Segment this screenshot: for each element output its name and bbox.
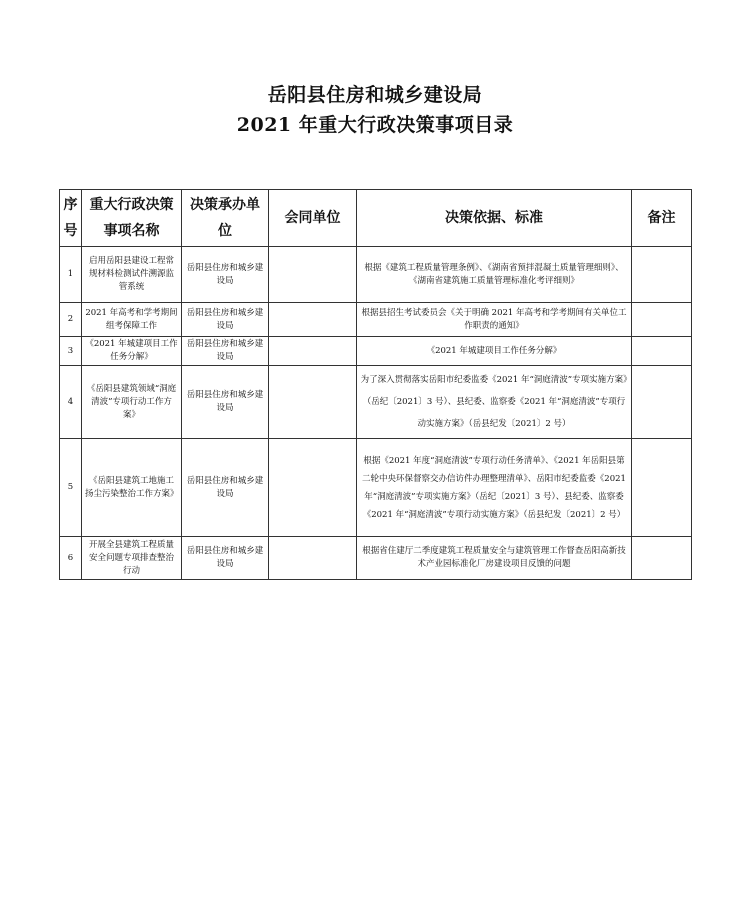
cell-seq: 5 xyxy=(60,439,82,537)
cell-note xyxy=(632,439,692,537)
document-title xyxy=(0,80,750,140)
cell-co-unit xyxy=(269,337,357,366)
cell-note xyxy=(632,337,692,366)
cell-unit: 岳阳县住房和城乡建设局 xyxy=(182,337,269,366)
table-row xyxy=(60,337,692,366)
cell-unit: 岳阳县住房和城乡建设局 xyxy=(182,439,269,537)
cell-basis: 《2021 年城建项目工作任务分解》 xyxy=(357,337,632,366)
cell-seq: 1 xyxy=(60,247,82,303)
cell-unit: 岳阳县住房和城乡建设局 xyxy=(182,366,269,439)
cell-unit: 岳阳县住房和城乡建设局 xyxy=(182,303,269,337)
cell-note xyxy=(632,537,692,580)
table-header-row xyxy=(60,190,692,247)
cell-name: 启用岳阳县建设工程常规材料检测试件溯源监管系统 xyxy=(82,247,182,303)
decision-table xyxy=(59,189,692,580)
cell-co-unit xyxy=(269,537,357,580)
cell-name: 开展全县建筑工程质量安全问题专项排查整治行动 xyxy=(82,537,182,580)
cell-co-unit xyxy=(269,439,357,537)
cell-seq: 3 xyxy=(60,337,82,366)
table-row xyxy=(60,439,692,537)
cell-co-unit xyxy=(269,366,357,439)
cell-note xyxy=(632,247,692,303)
table-row xyxy=(60,537,692,580)
cell-note xyxy=(632,303,692,337)
header-seq: 序号 xyxy=(60,190,82,247)
cell-name: 2021 年高考和学考期间组考保障工作 xyxy=(82,303,182,337)
cell-basis: 根据《建筑工程质量管理条例》、《湖南省预拌混凝土质量管理细则》、《湖南省建筑施工质量管理标准化考评细则》 xyxy=(357,247,632,303)
cell-basis: 根据《2021 年度“洞庭清波”专项行动任务清单》、《2021 年岳阳县第二轮中央环保督察交办信访件办理整理清单》、岳阳市纪委监委《2021 年“洞庭清波”专项实施方案》（岳纪〔2021〕3 号）、县纪委、监察委《2021 年“洞庭清波”专项行动实施方案》（岳县纪发〔2021〕2 号） xyxy=(357,439,632,537)
header-name: 重大行政决策事项名称 xyxy=(82,190,182,247)
header-unit: 决策承办单位 xyxy=(182,190,269,247)
cell-unit: 岳阳县住房和城乡建设局 xyxy=(182,247,269,303)
cell-basis: 为了深入贯彻落实岳阳市纪委监委《2021 年“洞庭清波”专项实施方案》（岳纪〔2021〕3 号）、县纪委、监察委《2021 年“洞庭清波”专项行动实施方案》（岳县纪发〔2021〕2 号） xyxy=(357,366,632,439)
header-note: 备注 xyxy=(632,190,692,247)
title-line-1: 岳阳县住房和城乡建设局 xyxy=(267,84,483,106)
cell-co-unit xyxy=(269,303,357,337)
table-row xyxy=(60,303,692,337)
cell-name: 《岳阳县建筑工地施工扬尘污染整治工作方案》 xyxy=(82,439,182,537)
table-row xyxy=(60,366,692,439)
cell-unit: 岳阳县住房和城乡建设局 xyxy=(182,537,269,580)
cell-name: 《岳阳县建筑领域“洞庭清波”专项行动工作方案》 xyxy=(82,366,182,439)
cell-basis: 根据省住建厅二季度建筑工程质量安全与建筑管理工作督查岳阳高新技术产业园标准化厂房建设项目反馈的问题 xyxy=(357,537,632,580)
cell-note xyxy=(632,366,692,439)
title-line-2: 2021 年重大行政决策事项目录 xyxy=(236,114,514,136)
cell-basis: 根据县招生考试委员会《关于明确 2021 年高考和学考期间有关单位工作职责的通知》 xyxy=(357,303,632,337)
table-row xyxy=(60,247,692,303)
cell-name: 《2021 年城建项目工作任务分解》 xyxy=(82,337,182,366)
cell-seq: 2 xyxy=(60,303,82,337)
cell-seq: 4 xyxy=(60,366,82,439)
header-basis: 决策依据、标准 xyxy=(357,190,632,247)
header-co-unit: 会同单位 xyxy=(269,190,357,247)
cell-co-unit xyxy=(269,247,357,303)
cell-seq: 6 xyxy=(60,537,82,580)
